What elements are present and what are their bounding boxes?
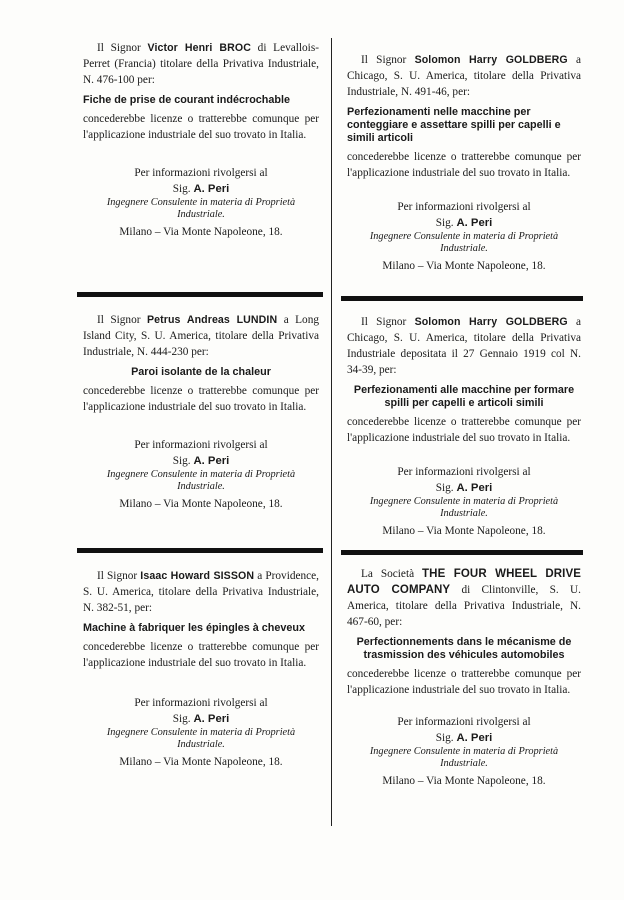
contact-info: Per informazioni rivolgersi al Sig. A. Peri Ingegnere Consulente in materia di Proprietà Industriale. Milano – Via Monte Napoleone, 18.: [347, 199, 581, 274]
contact-info: Per informazioni rivolgersi al Sig. A. Peri Ingegnere Consulente in materia di Proprietà Industriale. Milano – Via Monte Napoleone, 18.: [347, 464, 581, 539]
contact-sig: Sig. A. Peri: [435, 217, 493, 229]
ad-body: concederebbe licenze o tratterebbe comunque per l'applicazione industriale del suo trovato in Italia.: [83, 113, 319, 141]
holder-name: Isaac Howard SISSON: [140, 570, 255, 582]
ad-lundin: Il Signor Petrus Andreas LUNDIN a Long Island City, S. U. America, titolare della Privativa Industriale, N. 444-230 per: Paroi isolante de la chaleur concederebbe licenze o tratterebbe comunque per l'applicazione industriale del suo trovato in Italia. Per informazioni rivolgersi al Sig. A. Peri Ingegnere Consulente in materia di Proprietà Industriale. Milano – Via Monte Napoleone, 18.: [83, 314, 320, 510]
ad-body: concederebbe licenze o tratterebbe comunque per l'applicazione industriale del suo trovato in Italia.: [347, 668, 581, 696]
contact-info: Per informazioni rivolgersi al Sig. A. Peri Ingegnere Consulente in materia di Proprietà Industriale. Milano – Via Monte Napoleone, 18.: [83, 165, 319, 240]
section-separator: [341, 550, 583, 555]
patent-title: Machine à fabriquer les épingles à cheveux: [83, 622, 306, 634]
contact-info: Per informazioni rivolgersi al Sig. A. Peri Ingegnere Consulente in materia di Proprietà Industriale. Milano – Via Monte Napoleone, 18.: [83, 695, 319, 770]
ad-four-wheel-drive: La Società THE FOUR WHEEL DRIVE AUTO COMPANY di Clintonville, S. U. America, titolare della Privativa Industriale, N. 467-60, per: Perfectionnements dans le mécanisme de trasmission des véhicules automobiles concederebbe licenze o tratterebbe comunque per l'applicazione industriale del suo trovato in Italia. Per informazioni rivolgersi al Sig. A. Peri Ingegnere Consulente in materia di Proprietà Industriale. Milano – Via Monte Napoleone, 18.: [347, 568, 581, 787]
patent-title: Paroi isolante de la chaleur: [131, 366, 271, 378]
ad-goldberg-1: Il Signor Solomon Harry GOLDBERG a Chicago, S. U. America, titolare della Privativa Industriale, N. 491-46, per: Perfezionamenti nelle macchine per conteggiare e assettare spilli per capelli e simili articoli concederebbe licenze o tratterebbe comunque per l'applicazione industriale del suo trovato in Italia. Per informazioni rivolgersi al Sig. A. Peri Ingegnere Consulente in materia di Proprietà Industriale. Milano – Via Monte Napoleone, 18.: [347, 54, 582, 272]
holder-name: Petrus Andreas LUNDIN: [146, 314, 278, 326]
ad-broc: Il Signor Victor Henri BROC di Levallois-Perret (Francia) titolare della Privativa Industriale, N. 476-100 per: Fiche de prise de courant indécrochable concederebbe licenze o tratterebbe comunque per l'applicazione industriale del suo trovato in Italia. Per informazioni rivolgersi al Sig. A. Peri Ingegnere Consulente in materia di Proprietà Industriale. Milano – Via Monte Napoleone, 18.: [83, 42, 319, 238]
contact-info: Per informazioni rivolgersi al Sig. A. Peri Ingegnere Consulente in materia di Proprietà Industriale. Milano – Via Monte Napoleone, 18.: [83, 437, 319, 512]
ad-body: concederebbe licenze o tratterebbe comunque per l'applicazione industriale del suo trovato in Italia.: [347, 416, 581, 444]
holder-name: Solomon Harry GOLDBERG: [414, 54, 568, 66]
section-separator: [77, 548, 323, 553]
contact-sig: Sig. A. Peri: [435, 482, 493, 494]
section-separator: [77, 292, 323, 297]
contact-sig: Sig. A. Peri: [172, 455, 230, 467]
holder-name: THE FOUR WHEEL DRIVE AUTO COMPANY: [347, 568, 581, 596]
patent-title: Perfezionamenti nelle macchine per conteggiare e assettare spilli per capelli e simili articoli: [347, 106, 561, 144]
contact-sig: Sig. A. Peri: [172, 713, 230, 725]
ad-goldberg-2: Il Signor Solomon Harry GOLDBERG a Chicago, S. U. America, titolare della Privativa Industriale depositata il 27 Gennaio 1919 col N. 34-39, per: Perfezionamenti alle macchine per formare spilli per capelli e articoli simili concederebbe licenze o tratterebbe comunque per l'applicazione industriale del suo trovato in Italia. Per informazioni rivolgersi al Sig. A. Peri Ingegnere Consulente in materia di Proprietà Industriale. Milano – Via Monte Napoleone, 18.: [347, 316, 582, 537]
ad-sisson: Il Signor Isaac Howard SISSON a Providence, S. U. America, titolare della Privativa Industriale, N. 382-51, per: Machine à fabriquer les épingles à cheveux concederebbe licenze o tratterebbe comunque per l'applicazione industriale del suo trovato in Italia. Per informazioni rivolgersi al Sig. A. Peri Ingegnere Consulente in materia di Proprietà Industriale. Milano – Via Monte Napoleone, 18.: [83, 570, 320, 768]
column-divider: [331, 38, 332, 826]
section-separator: [341, 296, 583, 301]
holder-name: Victor Henri BROC: [147, 42, 251, 54]
holder-name: Solomon Harry GOLDBERG: [414, 316, 568, 328]
ad-body: concederebbe licenze o tratterebbe comunque per l'applicazione industriale del suo trovato in Italia.: [83, 641, 319, 669]
contact-sig: Sig. A. Peri: [435, 732, 493, 744]
ad-body: concederebbe licenze o tratterebbe comunque per l'applicazione industriale del suo trovato in Italia.: [347, 151, 581, 179]
ad-body: concederebbe licenze o tratterebbe comunque per l'applicazione industriale del suo trovato in Italia.: [83, 385, 319, 413]
patent-title: Perfectionnements dans le mécanisme de trasmission des véhicules automobiles: [356, 636, 572, 661]
patent-title: Fiche de prise de courant indécrochable: [83, 94, 290, 106]
contact-sig: Sig. A. Peri: [172, 183, 230, 195]
patent-title: Perfezionamenti alle macchine per formare spilli per capelli e articoli simili: [353, 384, 575, 409]
contact-info: Per informazioni rivolgersi al Sig. A. Peri Ingegnere Consulente in materia di Proprietà Industriale. Milano – Via Monte Napoleone, 18.: [347, 714, 581, 789]
